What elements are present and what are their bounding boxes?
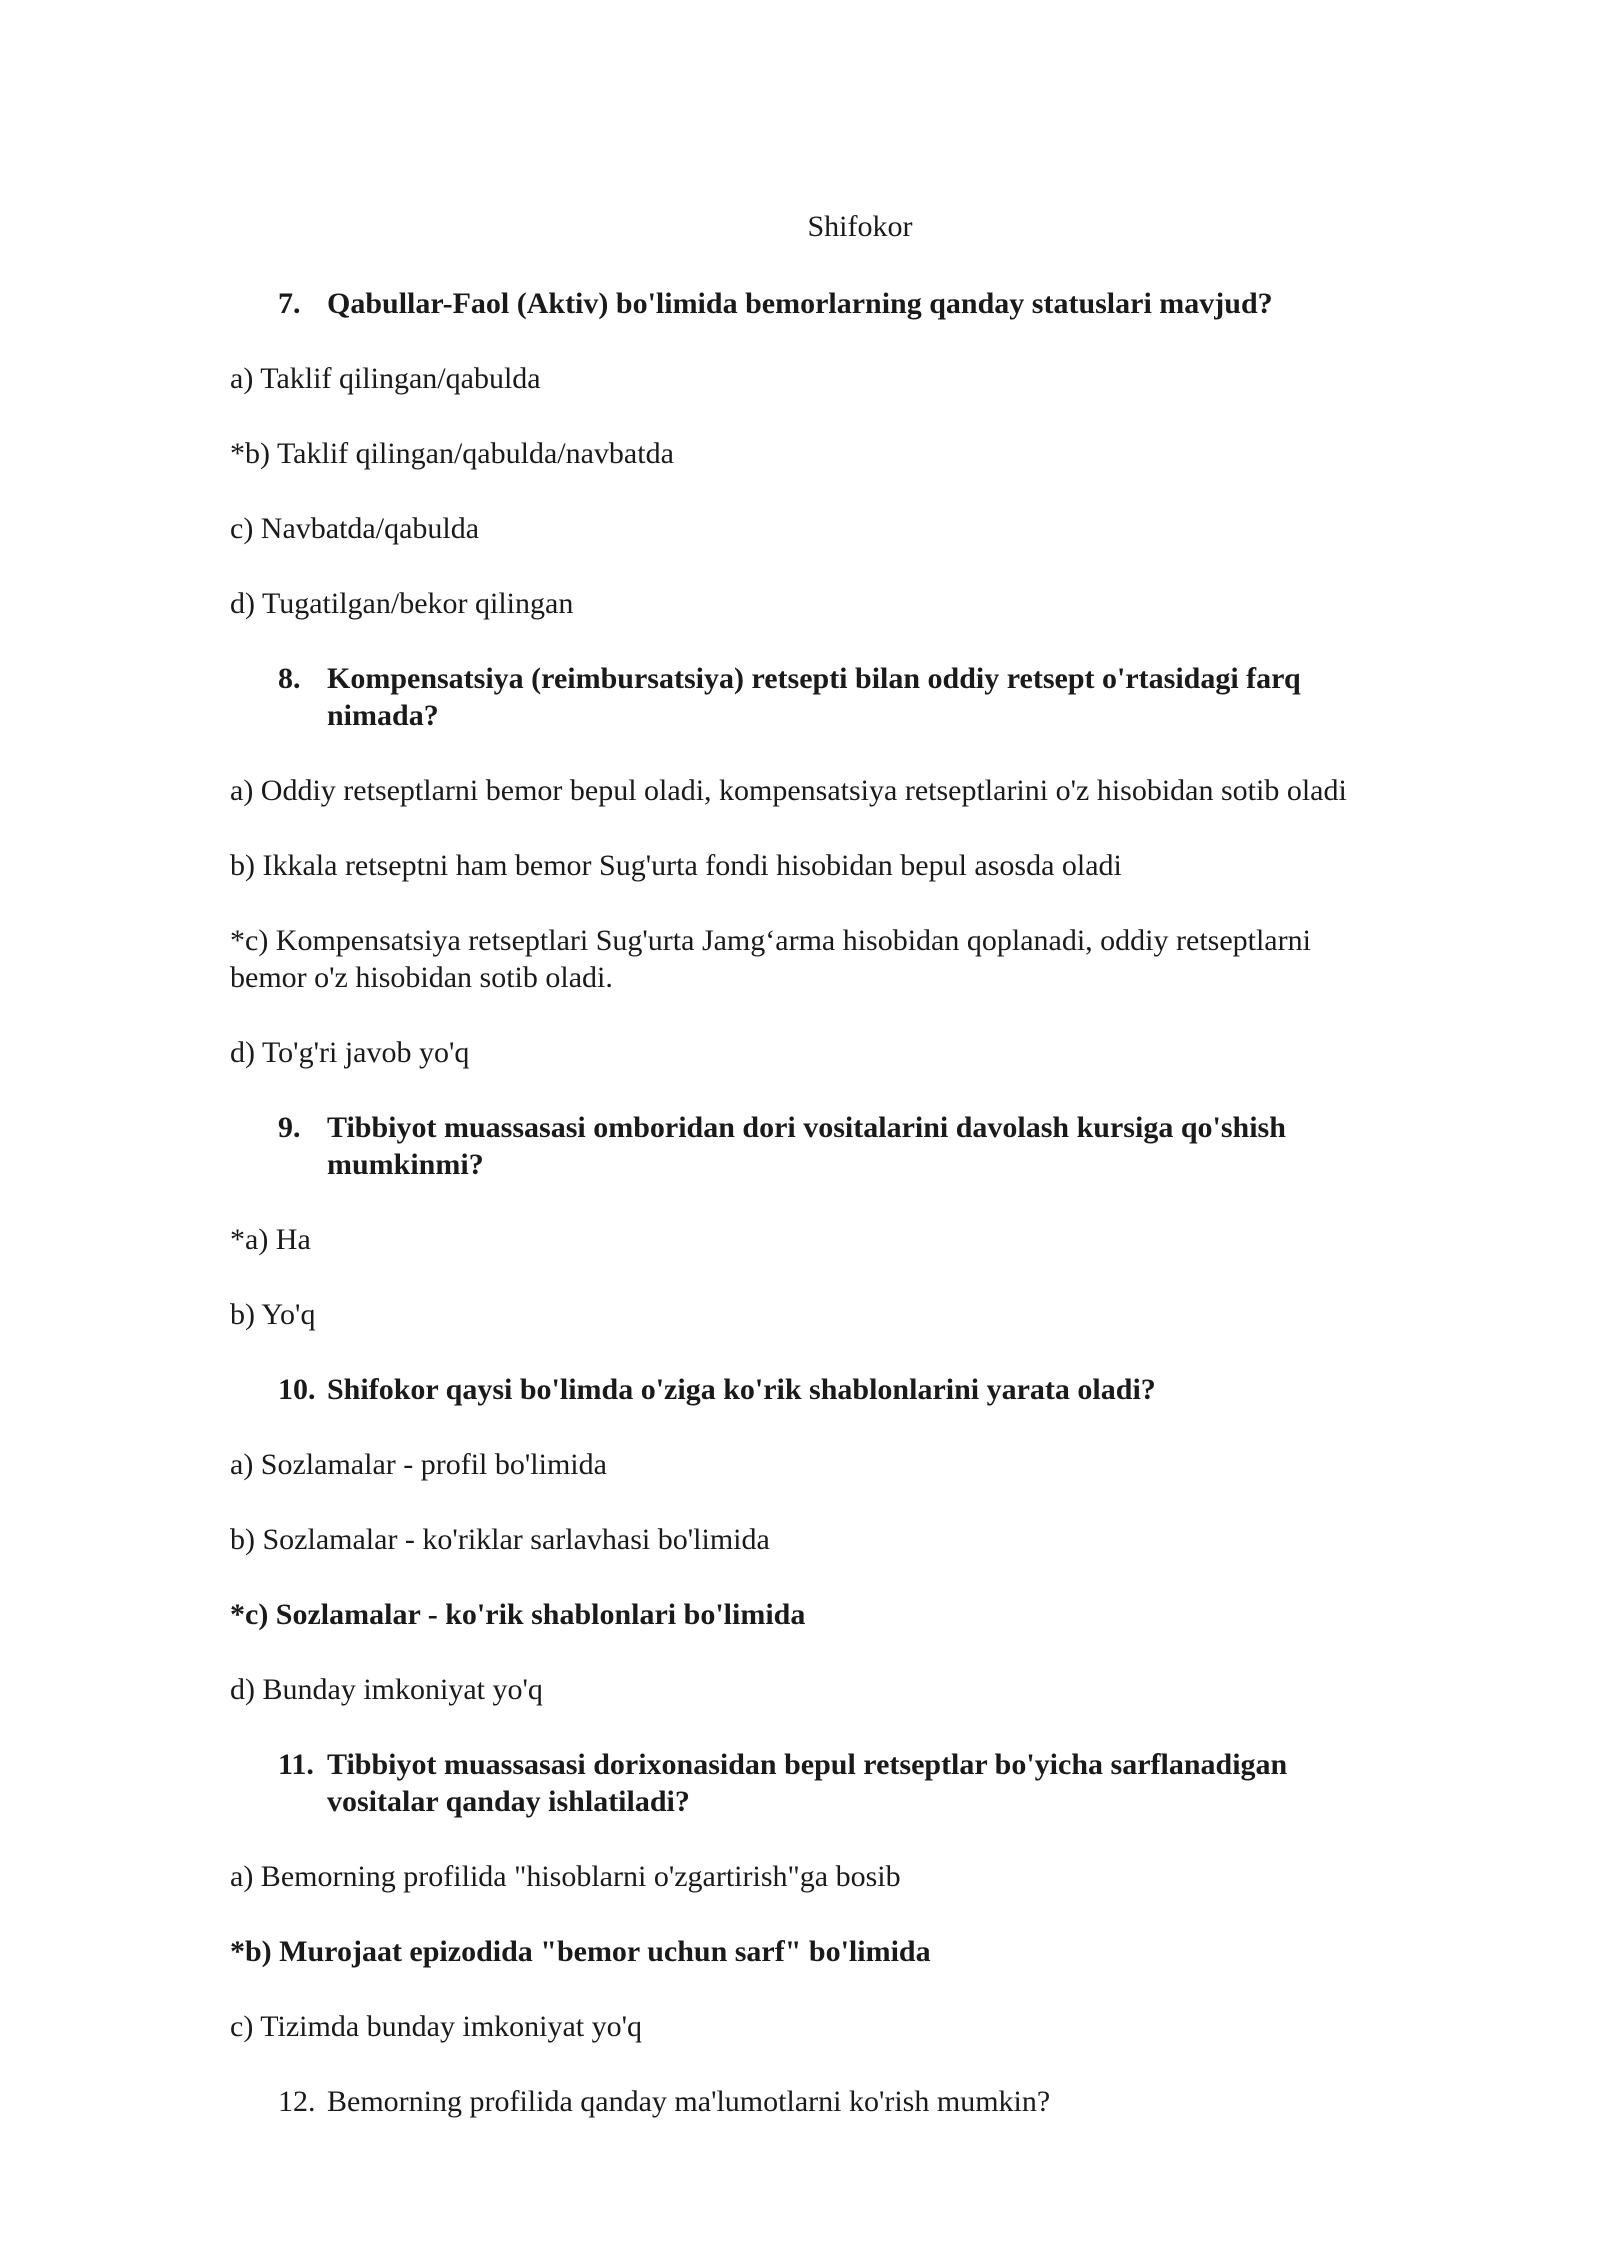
answer-option: c) Navbatda/qabulda: [230, 512, 480, 545]
answer-option: b) Ikkala retseptni ham bemor Sug'urta fondi hisobidan bepul asosda oladi: [230, 849, 1122, 882]
answer-option-correct: *a) Ha: [230, 1223, 311, 1256]
question-text: Tibbiyot muassasasi omboridan dori vositalarini davolash kursiga qo'shish: [327, 1111, 1286, 1144]
question-text-continued: vositalar qanday ishlatiladi?: [327, 1785, 690, 1818]
question-number: 8.: [278, 662, 301, 695]
question-text: Kompensatsiya (reimbursatsiya) retsepti bilan oddiy retsept o'rtasidagi farq: [327, 662, 1301, 695]
question-text: Bemorning profilida qanday ma'lumotlarni ko'rish mumkin?: [327, 2085, 1051, 2118]
answer-option-correct: *c) Sozlamalar - ko'rik shablonlari bo'limida: [230, 1598, 806, 1631]
answer-option-continued: bemor o'z hisobidan sotib oladi.: [230, 961, 613, 994]
answer-option: b) Sozlamalar - ko'riklar sarlavhasi bo'limida: [230, 1523, 770, 1556]
question-text-continued: mumkinmi?: [327, 1148, 484, 1181]
answer-option: d) To'g'ri javob yo'q: [230, 1036, 470, 1069]
answer-option: a) Sozlamalar - profil bo'limida: [230, 1448, 607, 1481]
question-number: 10.: [278, 1373, 316, 1406]
question-number: 7.: [278, 287, 301, 320]
answer-option-correct: *b) Taklif qilingan/qabulda/navbatda: [230, 437, 674, 470]
page-title: Shifokor: [807, 210, 913, 243]
answer-option: a) Taklif qilingan/qabulda: [230, 362, 541, 395]
question-number: 9.: [278, 1111, 301, 1144]
answer-option-correct: *b) Murojaat epizodida "bemor uchun sarf" bo'limida: [230, 1935, 931, 1968]
answer-option: b) Yo'q: [230, 1298, 316, 1331]
question-number: 11.: [278, 1748, 314, 1781]
answer-option: a) Oddiy retseptlarni bemor bepul oladi, kompensatsiya retseptlarini o'z hisobidan sotib oladi: [230, 774, 1347, 807]
question-text: Qabullar-Faol (Aktiv) bo'limida bemorlarning qanday statuslari mavjud?: [327, 287, 1273, 320]
answer-option-correct: *c) Kompensatsiya retseptlari Sug'urta Jamg‘arma hisobidan qoplanadi, oddiy retseptlarni: [230, 924, 1311, 957]
question-text-continued: nimada?: [327, 699, 439, 732]
question-number: 12.: [278, 2085, 316, 2118]
answer-option: c) Tizimda bunday imkoniyat yo'q: [230, 2010, 643, 2043]
answer-option: d) Tugatilgan/bekor qilingan: [230, 587, 574, 620]
answer-option: d) Bunday imkoniyat yo'q: [230, 1673, 543, 1706]
question-text: Shifokor qaysi bo'limda o'ziga ko'rik shablonlarini yarata oladi?: [327, 1373, 1156, 1406]
answer-option: a) Bemorning profilida "hisoblarni o'zgartirish"ga bosib: [230, 1860, 901, 1893]
question-text: Tibbiyot muassasasi dorixonasidan bepul retseptlar bo'yicha sarflanadigan: [327, 1748, 1288, 1781]
